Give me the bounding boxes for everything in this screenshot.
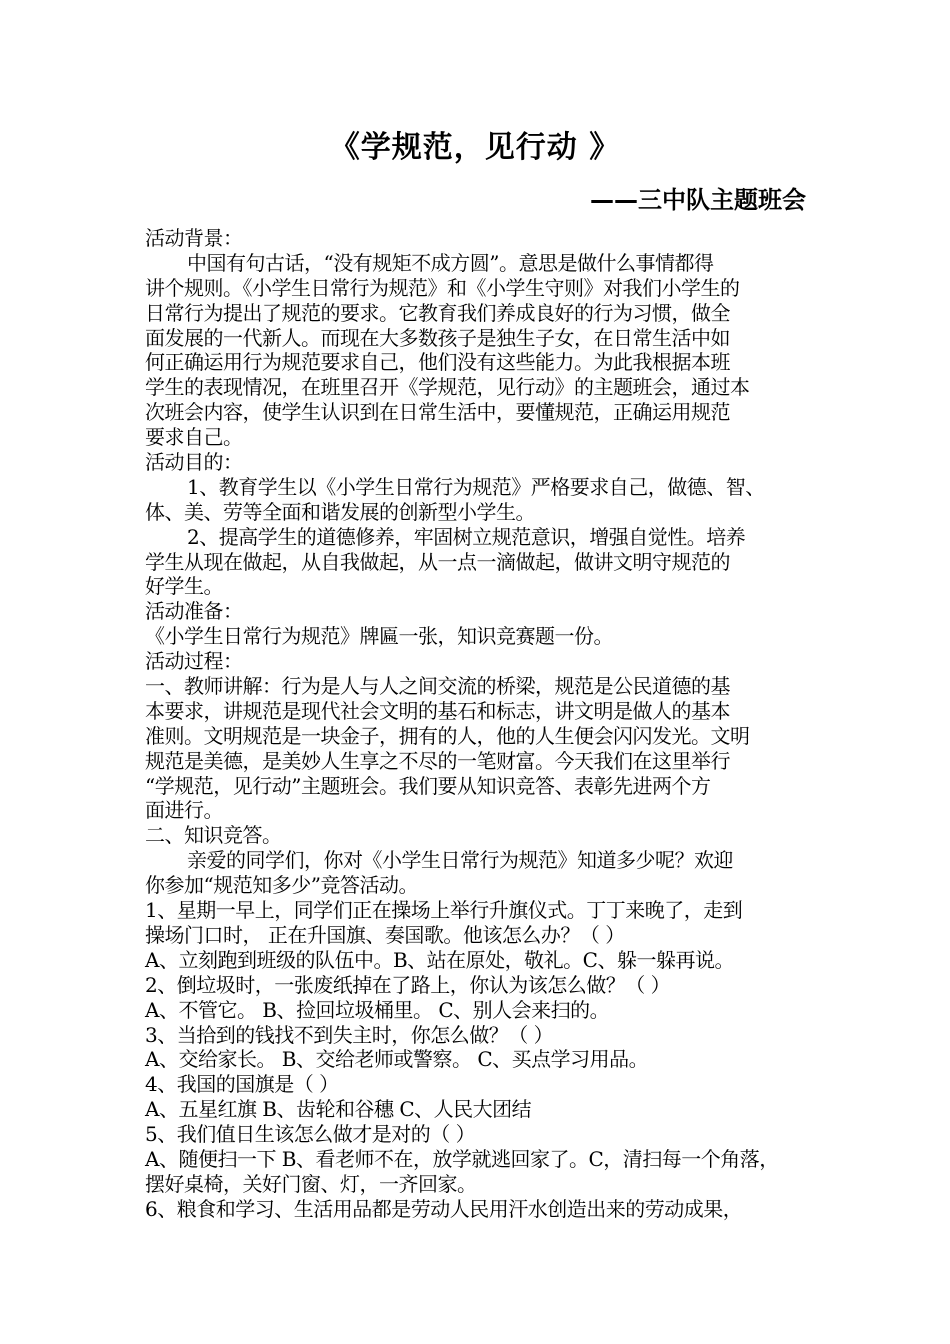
text-line: 准则。文明规范是一块金子，拥有的人，他的人生便会闪闪发光。文明 [145, 723, 750, 748]
text-line: “学规范，见行动”主题班会。我们要从知识竞答、表彰先进两个方 [145, 773, 711, 798]
text-line: 讲个规则。《小学生日常行为规范》和《小学生守则》对我们小学生的 [145, 275, 740, 300]
text-line: 2、倒垃圾时，一张废纸掉在了路上，你认为该怎么做？（ ） [145, 972, 671, 997]
text-line: 《小学生日常行为规范》牌匾一张，知识竞赛题一份。 [145, 624, 613, 649]
text-line: A、不管它。 B、捡回垃圾桶里。 C、别人会来扫的。 [145, 997, 610, 1022]
text-line: 规范是美德，是美妙人生享之不尽的一笔财富。今天我们在这里举行 [145, 748, 730, 773]
text-line: 你参加“规范知多少”竞答活动。 [145, 873, 418, 898]
text-line: A、交给家长。 B、交给老师或警察。 C、买点学习用品。 [145, 1047, 649, 1072]
text-line: 本要求，讲规范是现代社会文明的基石和标志，讲文明是做人的基本 [145, 698, 730, 723]
text-line: 面进行。 [145, 798, 223, 823]
text-line: 6、粮食和学习、生活用品都是劳动人民用汗水创造出来的劳动成果， [145, 1196, 743, 1221]
text-line: 活动目的： [145, 450, 243, 475]
text-line: 次班会内容，使学生认识到在日常生活中，要懂规范，正确运用规范 [145, 400, 730, 425]
text-line: 要求自己。 [145, 425, 243, 450]
text-line: 学生从现在做起，从自我做起，从一点一滴做起，做讲文明守规范的 [145, 549, 730, 574]
text-line: A、立刻跑到班级的队伍中。B、站在原处，敬礼。C、躲一躲再说。 [145, 947, 734, 972]
text-line: 好学生。 [145, 574, 223, 599]
text-line: 体、美、劳等全面和谐发展的创新型小学生。 [145, 499, 535, 524]
text-line: 学生的表现情况，在班里召开《学规范，见行动》的主题班会，通过本 [145, 375, 750, 400]
text-line: 1、星期一早上，同学们正在操场上举行升旗仪式。丁丁来晚了，走到 [145, 898, 743, 923]
text-line: 一、教师讲解：行为是人与人之间交流的桥梁，规范是公民道德的基 [145, 674, 730, 699]
text-line: 3、当拾到的钱找不到失主时，你怎么做？（ ） [145, 1022, 554, 1047]
text-line: A、随便扫一下 B、看老师不在，放学就逃回家了。C，清扫每一个角落， [145, 1146, 779, 1171]
text-line: 面发展的一代新人。而现在大多数孩子是独生子女，在日常生活中如 [145, 325, 730, 350]
text-line: 亲爱的同学们，你对《小学生日常行为规范》知道多少呢？欢迎 [187, 848, 733, 873]
text-line: 何正确运用行为规范要求自己，他们没有这些能力。为此我根据本班 [145, 350, 730, 375]
text-line: 操场门口时， 正在升国旗、奏国歌。他该怎么办？（ ） [145, 922, 625, 947]
text-line: 二、知识竞答。 [145, 823, 282, 848]
text-line: A、五星红旗 B、齿轮和谷穗 C、人民大团结 [145, 1097, 532, 1122]
text-line: 活动背景： [145, 226, 243, 250]
document-title: 《学规范，见行动 》 [329, 130, 621, 165]
text-line: 活动准备： [145, 599, 243, 624]
text-line: 4、我国的国旗是（ ） [145, 1072, 339, 1097]
document-body [145, 226, 807, 1222]
text-line: 中国有句古话，“没有规矩不成方圆”。意思是做什么事情都得 [187, 250, 714, 275]
text-line: 日常行为提出了规范的要求。它教育我们养成良好的行为习惯，做全 [145, 300, 730, 325]
document-subtitle: ——三中队主题班会 [590, 186, 806, 214]
text-line: 2、提高学生的道德修养，牢固树立规范意识，增强自觉性。培养 [187, 524, 746, 549]
text-line: 活动过程： [145, 649, 243, 674]
text-line: 1、教育学生以《小学生日常行为规范》严格要求自己，做德、智、 [187, 474, 765, 499]
text-line: 5、我们值日生该怎么做才是对的（ ） [145, 1122, 476, 1147]
text-line: 摆好桌椅，关好门窗、灯，一齐回家。 [145, 1171, 477, 1196]
